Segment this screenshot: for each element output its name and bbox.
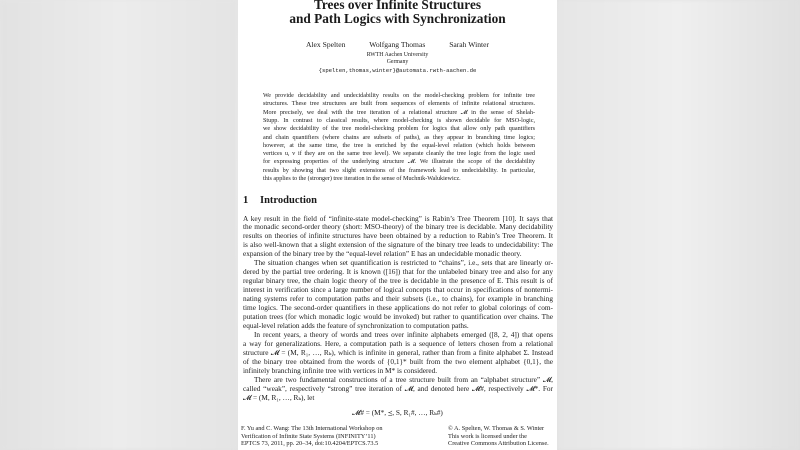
abstract-text-line: structures. These tree structures are built from sequences of elements of infinite relational structures. [263,101,535,108]
body-text-line: the monadic second-order theory (short: MSO-theory) of the binary tree is decidable. Many decidability [243,222,553,232]
abstract-text-line: for expressing properties of the underlying structure 𝓜. We illustrate the scope of the decidability [263,159,535,166]
abstract-text-line: Stupp. In contrast to classical results, where model-checking is shown decidable for MSO-logic, [263,117,535,124]
abstract-text-line: however, at the same time, the tree is enriched by the equal-level relation (which holds between [263,142,535,149]
display-formula: 𝓜# = (M*, ⪯, S, R₁#, …, Rₖ#) [352,408,443,417]
footer-line: Verification of Infinite State Systems (INFINITY’11) [241,432,376,440]
body-text-line: 𝓜 = (M, R₁, …, Rₖ), let [243,392,315,402]
country: Germany [386,59,409,65]
body-text-line: a way for generalizations. Here, a computation path is a sequence of letters chosen from a relational [243,338,553,348]
abstract-text-line: results by showing that two slight extensions of the framework lead to undecidability. In particular, [263,167,535,174]
viewer-background-left [0,0,238,450]
abstract-text-line: this applies to the (stronger) tree iteration in the sense of Muchnik-Walukiewicz. [263,176,461,182]
body-text-line: interest in verification since a large number of logical concepts that occur in specifications of nontermi- [243,285,553,295]
body-text-line: dered by the partial tree ordering. It is known ([16]) that for the unlabeled binary tree and also for any [243,267,553,277]
section-title: Introduction [260,195,317,206]
author-list [238,40,557,49]
footer-line: EPTCS 73, 2011, pp. 20–34, doi:10.4204/EPTCS.73.5 [241,440,379,447]
author: Sarah Winter [449,40,490,49]
body-text-line: equal-level relation adds the feature of synchronization to computation paths. [243,320,469,330]
body-text-line: putation trees (for which monadic logic would be invoked) but rather to quantification over chains. The [243,311,553,321]
body-text-line: There are two fundamental constructions of a tree structure built from an “alphabet structure” 𝓜, [254,374,553,384]
footer-license [448,425,549,448]
body-text-line: time logics. The second-order quantifiers in these applications do not refer to global colorings of com- [243,303,553,312]
footer-citation [241,425,383,448]
body-text-line: results on theories of infinite structures have been obtained by a reduction to Rabin’s Tree Theorem. It [243,231,553,241]
abstract-text-line: More precisely, we deal with the tree iteration of a relational structure 𝓜 in the sense of Shelah- [263,109,535,116]
body-text-line: The situation changes when set quantification is restricted to “chains”, i.e., sets that are linearly or- [254,258,553,268]
body-text-line: In recent years, a theory of words and trees over infinite alphabets emerged ([8, 2, 4]) that opens [254,329,553,339]
author: Alex Spelten [305,40,346,49]
body-text-line: of the binary tree obtained from the words of {0,1}* built from the two element alphabet {0,1}, the [243,356,553,366]
paper-title-line1: Trees over Infinite Structures [313,0,482,12]
author-email: {spelten,thomas,winter}@automata.rwth-aachen.de [318,67,477,74]
viewer-background-right [557,0,800,450]
abstract-text-line: we show decidability of the tree model-checking problem for logics that allow only path quantifiers [263,126,535,133]
author: Wolfgang Thomas [369,40,426,49]
abstract-text-line: vertices u, v if they are on the same tree level). We separate cleanly the tree logic from the logic used [263,151,535,158]
body-text-line: regular binary tree, the chain logic theory of the tree is decidable in the presence of E. This result is of [243,276,553,286]
body-text-line: A key result in the field of “infinite-state model-checking” is Rabin’s Tree Theorem [10]. It says that [243,213,553,223]
abstract-text-line: We provide decidability and undecidability results on the model-checking problem for infinite tree [263,93,535,99]
body-text-line: structure 𝓜 = (M, R₁, …, Rₖ), which is infinite in general, rather than from a finite alphabet Σ. Instead [243,347,553,357]
footer-line: This work is licensed under the [448,432,527,440]
section-heading [243,195,317,206]
footer-line: © A. Spelten, W. Thomas & S. Winter [448,425,545,432]
section-number: 1 [243,195,249,206]
footer-line: F. Yu and C. Wang: The 13th International Workshop on [241,425,383,432]
abstract-text-line: and chain quantifiers (where chains are subsets of paths), as they appear in branching time logics; [263,134,535,141]
body-text-line: is also well-known that a slight extension of the signature of the binary tree leads to undecidability: The [243,240,553,250]
body-text-line: nating systems refer to computation paths and their subsets (i.e., to chains), for example in branching [243,294,553,304]
body-text-line: expansion of the binary tree by the “equal-level relation” E has an undecidable monadic theory. [243,249,522,259]
body-text-line: called “weak”, respectively “strong” tree iteration of 𝓜, and denoted here 𝓜#, respectively 𝓜*. For [243,383,553,393]
footer-line: Creative Commons Attribution License. [448,440,549,447]
affiliation: RWTH Aachen University [366,52,429,58]
pdf-page [238,0,557,450]
paper-title-line2: and Path Logics with Synchronization [289,11,506,26]
body-text-line: infinitely branching infinite tree with vertices in M* is considered. [243,365,438,375]
